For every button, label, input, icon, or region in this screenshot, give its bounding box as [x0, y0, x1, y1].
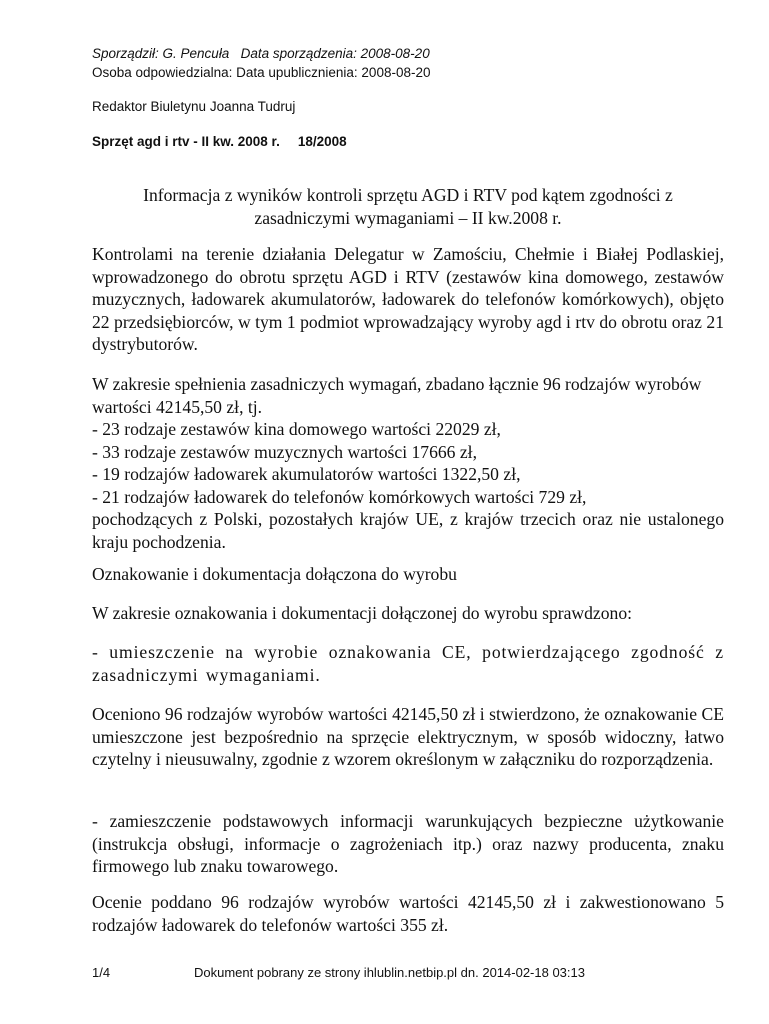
- scope-origin: pochodzących z Polski, pozostałych krajów UE, z krajów trzecich oraz nie ustalonego kraju pochodzenia.: [92, 509, 724, 552]
- intro-text: Kontrolami na terenie działania Delegatur w Zamościu, Chełmie i Białej Podlaskiej, wprowadzonego do obrotu sprzętu AGD i RTV (zestawów kina domowego, zestawów muzycznych, ładowarek akumulatorów, ładowarek do telefonów komórkowych), objęto 22 przedsiębiorców, w tym 1 podmiot wprowadzający wyroby agd i rtv do obrotu oraz 21 dystrybutorów.: [92, 244, 724, 354]
- marking-heading-text: Oznakowanie i dokumentacja dołączona do wyrobu: [92, 564, 457, 584]
- title-line: Informacja z wyników kontroli sprzętu AGD i RTV pod kątem zgodności z: [143, 185, 673, 205]
- title-line: zasadniczymi wymaganiami – II kw.2008 r.: [254, 207, 562, 228]
- final-evaluation-paragraph: [92, 891, 724, 936]
- document-title: [92, 184, 724, 229]
- subject-title: Sprzęt agd i rtv - II kw. 2008 r.: [92, 134, 280, 149]
- information-item: [92, 810, 724, 878]
- information-item-text: - zamieszczenie podstawowych informacji warunkujących bezpieczne użytkowanie (instrukcja obsługi, informacje o zagrożeniach itp.) oraz nazwy producenta, znaku firmowego lub znaku towarowego.: [92, 811, 724, 876]
- scope-list-item: - 33 rodzaje zestawów muzycznych wartości 17666 zł,: [92, 441, 477, 462]
- page-number: 1/4: [92, 965, 111, 980]
- checked-intro-paragraph: [92, 602, 724, 625]
- checked-intro-text: W zakresie oznakowania i dokumentacji dołączonej do wyrobu sprawdzono:: [92, 603, 633, 623]
- ce-evaluation-text: Oceniono 96 rodzajów wyrobów wartości 42145,50 zł i stwierdzono, że oznakowanie CE umieszczone jest bezpośrednio na sprzęcie elektrycznym, w sposób widoczny, łatwo czytelny i nieusuwalny, zgodnie z wzorem określonym w załączniku do rozporządzenia.: [92, 704, 724, 769]
- scope-list-item: - 23 rodzaje zestawów kina domowego wartości 22029 zł,: [92, 419, 501, 439]
- ce-marking-text: - umieszczenie na wyrobie oznakowania CE, potwierdzającego zgodność z zasadniczymi wymaganiami.: [92, 642, 724, 685]
- ce-evaluation-paragraph: [92, 703, 724, 771]
- responsible-person-line: Osoba odpowiedzialna: Data upublicznienia: 2008-08-20: [92, 65, 431, 80]
- marking-heading: [92, 563, 724, 586]
- intro-paragraph: [92, 243, 724, 356]
- subject-number: 18/2008: [297, 134, 347, 149]
- scope-line: W zakresie spełnienia zasadniczych wymagań, zbadano łącznie 96 rodzajów wyrobów: [92, 374, 702, 394]
- scope-line: wartości 42145,50 zł, tj.: [92, 396, 263, 417]
- scope-list-item: - 19 rodzajów ładowarek akumulatorów wartości 1322,50 zł,: [92, 464, 521, 484]
- download-source-note: Dokument pobrany ze strony ihlublin.netbip.pl dn. 2014-02-18 03:13: [194, 965, 585, 980]
- editor-line: Redaktor Biuletynu Joanna Tudruj: [92, 99, 296, 114]
- final-evaluation-text: Ocenie poddano 96 rodzajów wyrobów wartości 42145,50 zł i zakwestionowano 5 rodzajów ładowarek do telefonów wartości 355 zł.: [92, 892, 724, 935]
- scope-list-item: - 21 rodzajów ładowarek do telefonów komórkowych wartości 729 zł,: [92, 486, 587, 507]
- prepared-by-line: Sporządził: G. Pencuła Data sporządzenia: 2008-08-20: [92, 46, 430, 61]
- subject-line: [92, 133, 347, 150]
- scope-block: [92, 373, 724, 553]
- ce-marking-item: [92, 641, 724, 686]
